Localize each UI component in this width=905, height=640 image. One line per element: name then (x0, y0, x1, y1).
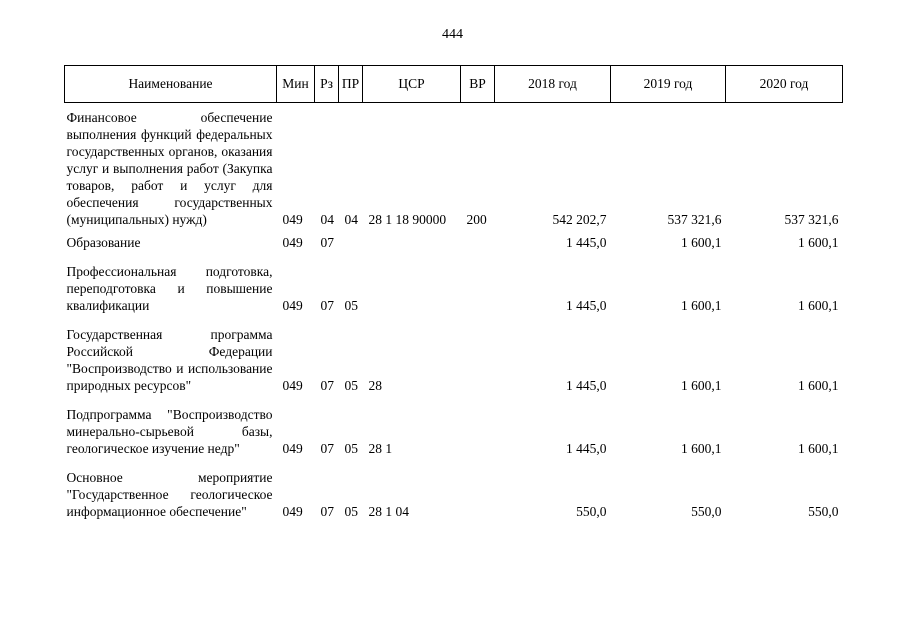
row-2019: 1 600,1 (681, 378, 722, 393)
row-2019: 1 600,1 (681, 441, 722, 456)
row-rz: 07 (320, 298, 334, 313)
row-name: Основное мероприятие "Государственное геологическое информационное обеспечение" (66, 470, 273, 519)
row-2020: 550,0 (808, 504, 839, 519)
row-pr: 05 (344, 441, 358, 456)
row-vr (461, 469, 495, 520)
header-rz: Рз (315, 66, 339, 103)
table-row (65, 109, 843, 228)
row-vr (461, 326, 495, 394)
row-min: 049 (282, 378, 303, 393)
header-csr: ЦСР (363, 66, 461, 103)
row-pr: 04 (344, 212, 358, 227)
row-pr: 05 (344, 504, 358, 519)
row-2020: 1 600,1 (798, 441, 839, 456)
row-name: Образование (66, 235, 141, 250)
budget-table (64, 65, 843, 520)
header-2019: 2019 год (611, 66, 726, 103)
page-number: 444 (442, 27, 463, 42)
row-pr: 05 (344, 298, 358, 313)
row-rz: 04 (320, 212, 334, 227)
header-name: Наименование (65, 66, 277, 103)
row-2019: 537 321,6 (667, 212, 722, 227)
row-vr: 200 (466, 212, 487, 227)
header-2018: 2018 год (495, 66, 611, 103)
row-2018: 1 445,0 (566, 235, 607, 250)
row-2020: 537 321,6 (784, 212, 839, 227)
table-row (65, 263, 843, 314)
row-min: 049 (282, 212, 303, 227)
row-2019: 1 600,1 (681, 298, 722, 313)
row-pr: 05 (344, 378, 358, 393)
row-csr: 28 1 04 (368, 504, 409, 519)
row-2020: 1 600,1 (798, 298, 839, 313)
row-2020: 1 600,1 (798, 378, 839, 393)
header-2020: 2020 год (726, 66, 843, 103)
row-name: Профессиональная подготовка, переподготовка и повышение квалификации (66, 264, 273, 313)
row-rz: 07 (320, 504, 334, 519)
row-csr: 28 1 18 90000 (368, 212, 447, 227)
row-csr: 28 (368, 378, 382, 393)
row-rz: 07 (320, 235, 334, 250)
header-min: Мин (277, 66, 315, 103)
row-pr (339, 234, 363, 251)
row-2019: 550,0 (691, 504, 722, 519)
table-row (65, 469, 843, 520)
row-name: Государственная программа Российской Федерации "Воспроизводство и использование природных ресурсов" (66, 327, 273, 393)
row-min: 049 (282, 298, 303, 313)
row-2018: 550,0 (576, 504, 607, 519)
row-2018: 542 202,7 (552, 212, 607, 227)
table-body (65, 103, 843, 521)
row-rz: 07 (320, 378, 334, 393)
row-2018: 1 445,0 (566, 378, 607, 393)
table-row (65, 234, 843, 251)
row-2018: 1 445,0 (566, 298, 607, 313)
table-row (65, 406, 843, 457)
row-vr (461, 263, 495, 314)
table-header (65, 66, 843, 103)
row-rz: 07 (320, 441, 334, 456)
row-csr (363, 263, 461, 314)
row-csr (363, 234, 461, 251)
header-pr: ПР (339, 66, 363, 103)
row-2019: 1 600,1 (681, 235, 722, 250)
header-vr: ВР (461, 66, 495, 103)
row-name: Финансовое обеспечение выполнения функций федеральных государственных органов, оказания услуг и выполнения работ (Закупка товаров, работ и услуг для обеспечения государственных (муниципальных) нужд) (66, 110, 273, 227)
row-min: 049 (282, 235, 303, 250)
row-name: Подпрограмма "Воспроизводство минерально-сырьевой базы, геологическое изучение недр" (66, 407, 273, 456)
row-vr (461, 406, 495, 457)
row-min: 049 (282, 441, 303, 456)
row-2020: 1 600,1 (798, 235, 839, 250)
row-min: 049 (282, 504, 303, 519)
row-vr (461, 234, 495, 251)
table-row (65, 326, 843, 394)
row-2018: 1 445,0 (566, 441, 607, 456)
row-csr: 28 1 (368, 441, 393, 456)
